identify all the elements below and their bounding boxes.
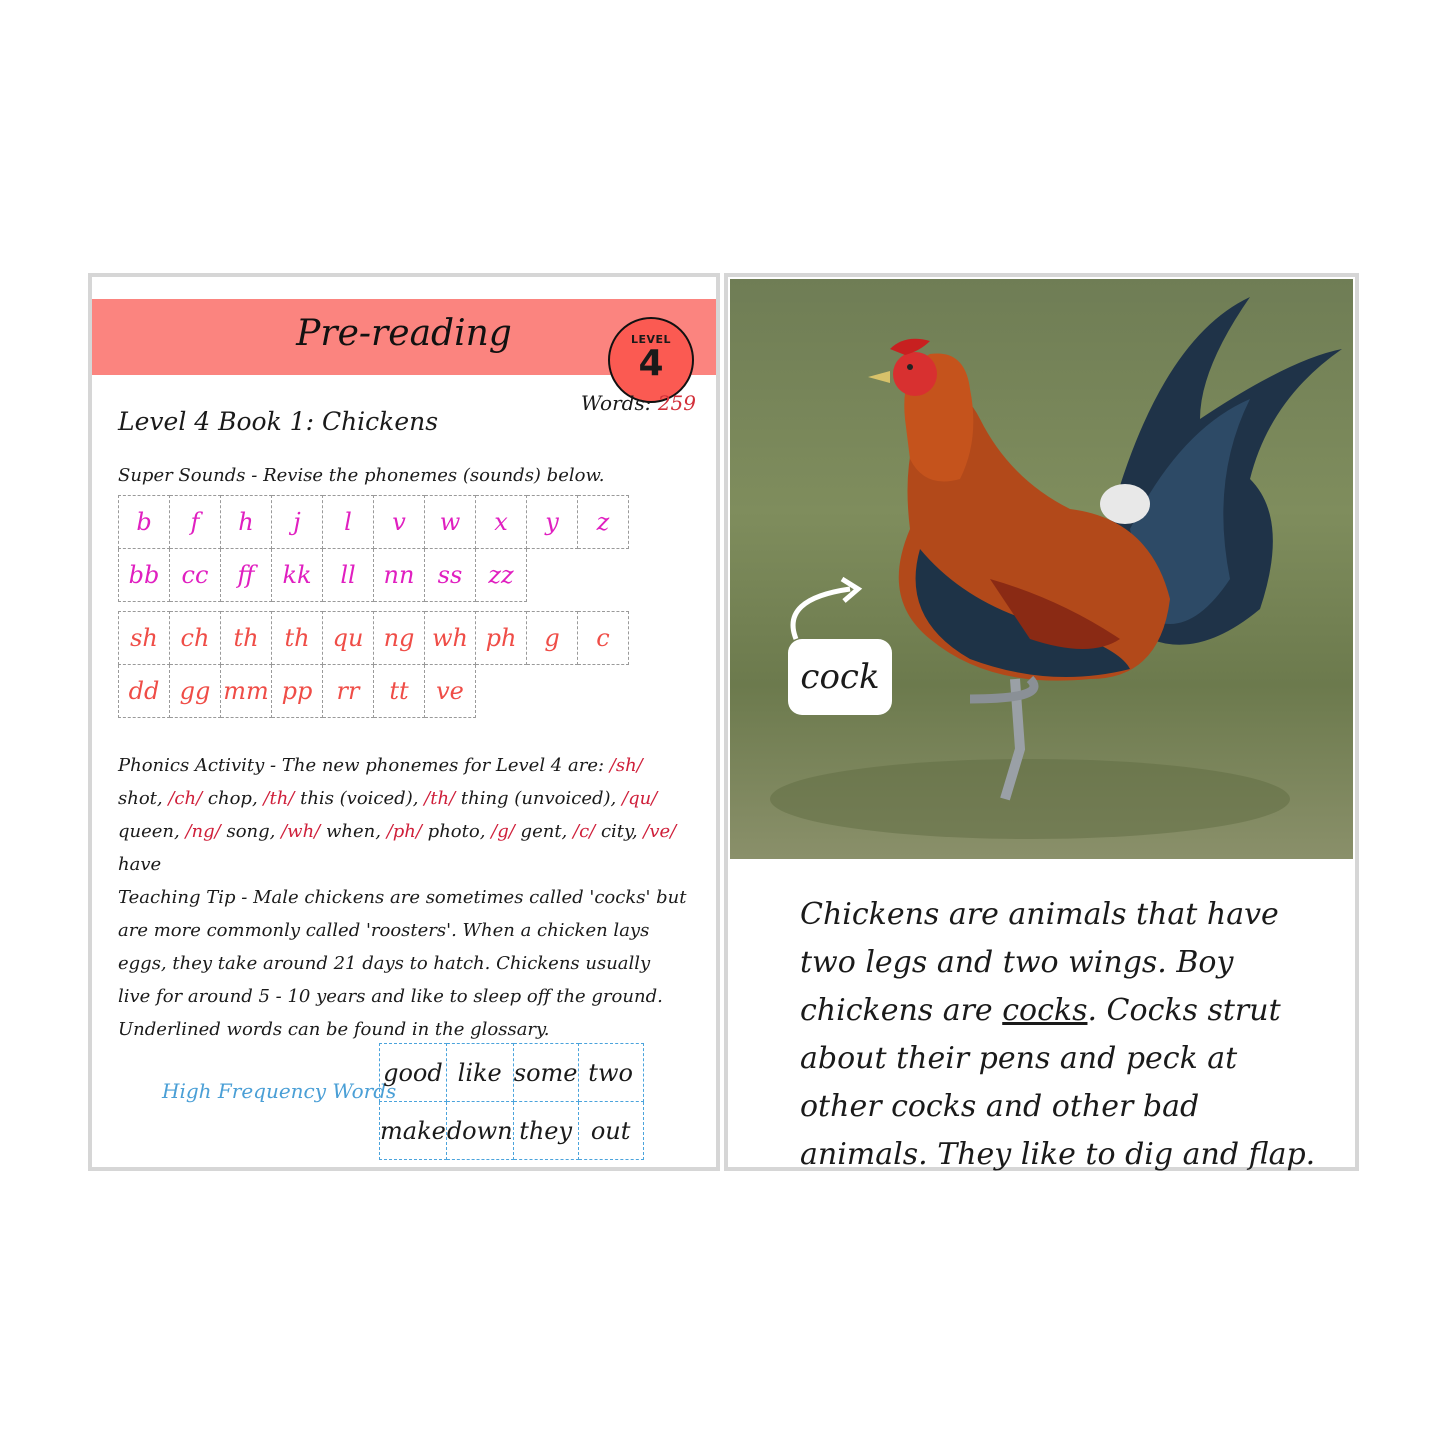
empty-cell [578,549,629,602]
sound-cell: kk [272,549,323,602]
empty-cell [476,665,527,718]
sound-cell: pp [272,665,323,718]
teaching-tip: Teaching Tip - Male chickens are sometimes called 'cocks' but are more commonly called 'roosters'. When a chicken lays eggs, they take around 21 days to hatch. Chickens usually live for around 5 - 10 years and like to sleep off the ground. Underlined words can be found in the glossary. [118,887,687,1040]
sound-cell: rr [323,665,374,718]
phoneme: /qu/ [622,788,658,809]
example-word: gent, [520,821,568,842]
hf-word: good [380,1044,447,1102]
phoneme: /ph/ [386,821,422,842]
example-word: chop, [207,788,258,809]
words-count [581,391,696,415]
phonics-activity [118,749,678,881]
phoneme: /th/ [424,788,456,809]
sound-cell: tt [374,665,425,718]
sound-cell: zz [476,549,527,602]
sound-cell: ng [374,612,425,665]
example-word: city, [600,821,638,842]
sound-cell: x [476,496,527,549]
sound-cell: z [578,496,629,549]
rooster-illustration [730,279,1353,859]
hf-word: some [513,1044,578,1102]
story-part-2: . Cocks strut about their pens and peck at other cocks and other bad animals. They like to dig and flap. [800,993,1316,1172]
banner-title: Pre-reading [296,313,512,354]
sound-cell: h [221,496,272,549]
right-page [724,273,1359,1171]
sound-cell: ll [323,549,374,602]
sound-cell: ve [425,665,476,718]
phoneme: /wh/ [281,821,321,842]
hf-word: they [513,1102,578,1160]
pre-reading-banner [92,299,716,384]
high-frequency-words-grid [379,1043,644,1160]
phoneme: /g/ [491,821,515,842]
phonics-intro: Phonics Activity - The new phonemes for Level 4 are: [118,755,605,776]
sound-cell: j [272,496,323,549]
example-word: have [118,854,162,875]
sound-cell: ss [425,549,476,602]
example-word: photo, [427,821,486,842]
rooster-photo [730,279,1353,859]
hf-word: make [380,1102,447,1160]
high-frequency-words-label: High Frequency Words [162,1079,397,1103]
single-sounds-grid [118,495,629,602]
sound-cell: cc [170,549,221,602]
book-title: Level 4 Book 1: Chickens [118,407,439,436]
example-word: thing (unvoiced), [460,788,617,809]
words-value: 259 [657,391,696,415]
sound-cell: ph [476,612,527,665]
hf-word: two [578,1044,643,1102]
sound-cell: qu [323,612,374,665]
sound-cell: b [119,496,170,549]
cock-label: cock [788,639,892,715]
sound-cell: nn [374,549,425,602]
story-text [800,891,1320,1179]
phoneme: /ng/ [185,821,221,842]
sound-cell: c [578,612,629,665]
sound-cell: y [527,496,578,549]
sound-cell: dd [119,665,170,718]
sound-cell: th [272,612,323,665]
phoneme: /sh/ [609,755,643,776]
phoneme: /th/ [263,788,295,809]
sound-cell: l [323,496,374,549]
sound-cell: th [221,612,272,665]
example-word: this (voiced), [300,788,419,809]
empty-cell [527,665,578,718]
sound-cell: sh [119,612,170,665]
phoneme: /ch/ [168,788,203,809]
example-word: queen, [118,821,180,842]
double-sounds-grid [118,611,629,718]
hf-word: out [578,1102,643,1160]
sound-cell: mm [221,665,272,718]
example-word: song, [226,821,276,842]
sound-cell: f [170,496,221,549]
sound-cell: ff [221,549,272,602]
phoneme: /ve/ [643,821,677,842]
words-label: Words: [580,391,652,415]
sound-cell: w [425,496,476,549]
sound-cell: v [374,496,425,549]
empty-cell [527,549,578,602]
example-word: shot, [118,788,163,809]
left-page [88,273,720,1171]
hf-word: down [446,1102,513,1160]
example-word: when, [325,821,381,842]
empty-cell [578,665,629,718]
sound-cell: wh [425,612,476,665]
hf-word: like [446,1044,513,1102]
sound-cell: ch [170,612,221,665]
level-number: 4 [638,343,664,384]
sound-cell: bb [119,549,170,602]
story-part-1: Chickens are animals that have two legs and two wings. Boy chickens are [800,897,1279,1028]
level-label: LEVEL [630,333,672,346]
super-sounds-label: Super Sounds - Revise the phonemes (sounds) below. [118,465,605,486]
phoneme: /c/ [573,821,596,842]
glossary-word[interactable]: cocks [1002,993,1088,1028]
sound-cell: g [527,612,578,665]
sound-cell: gg [170,665,221,718]
